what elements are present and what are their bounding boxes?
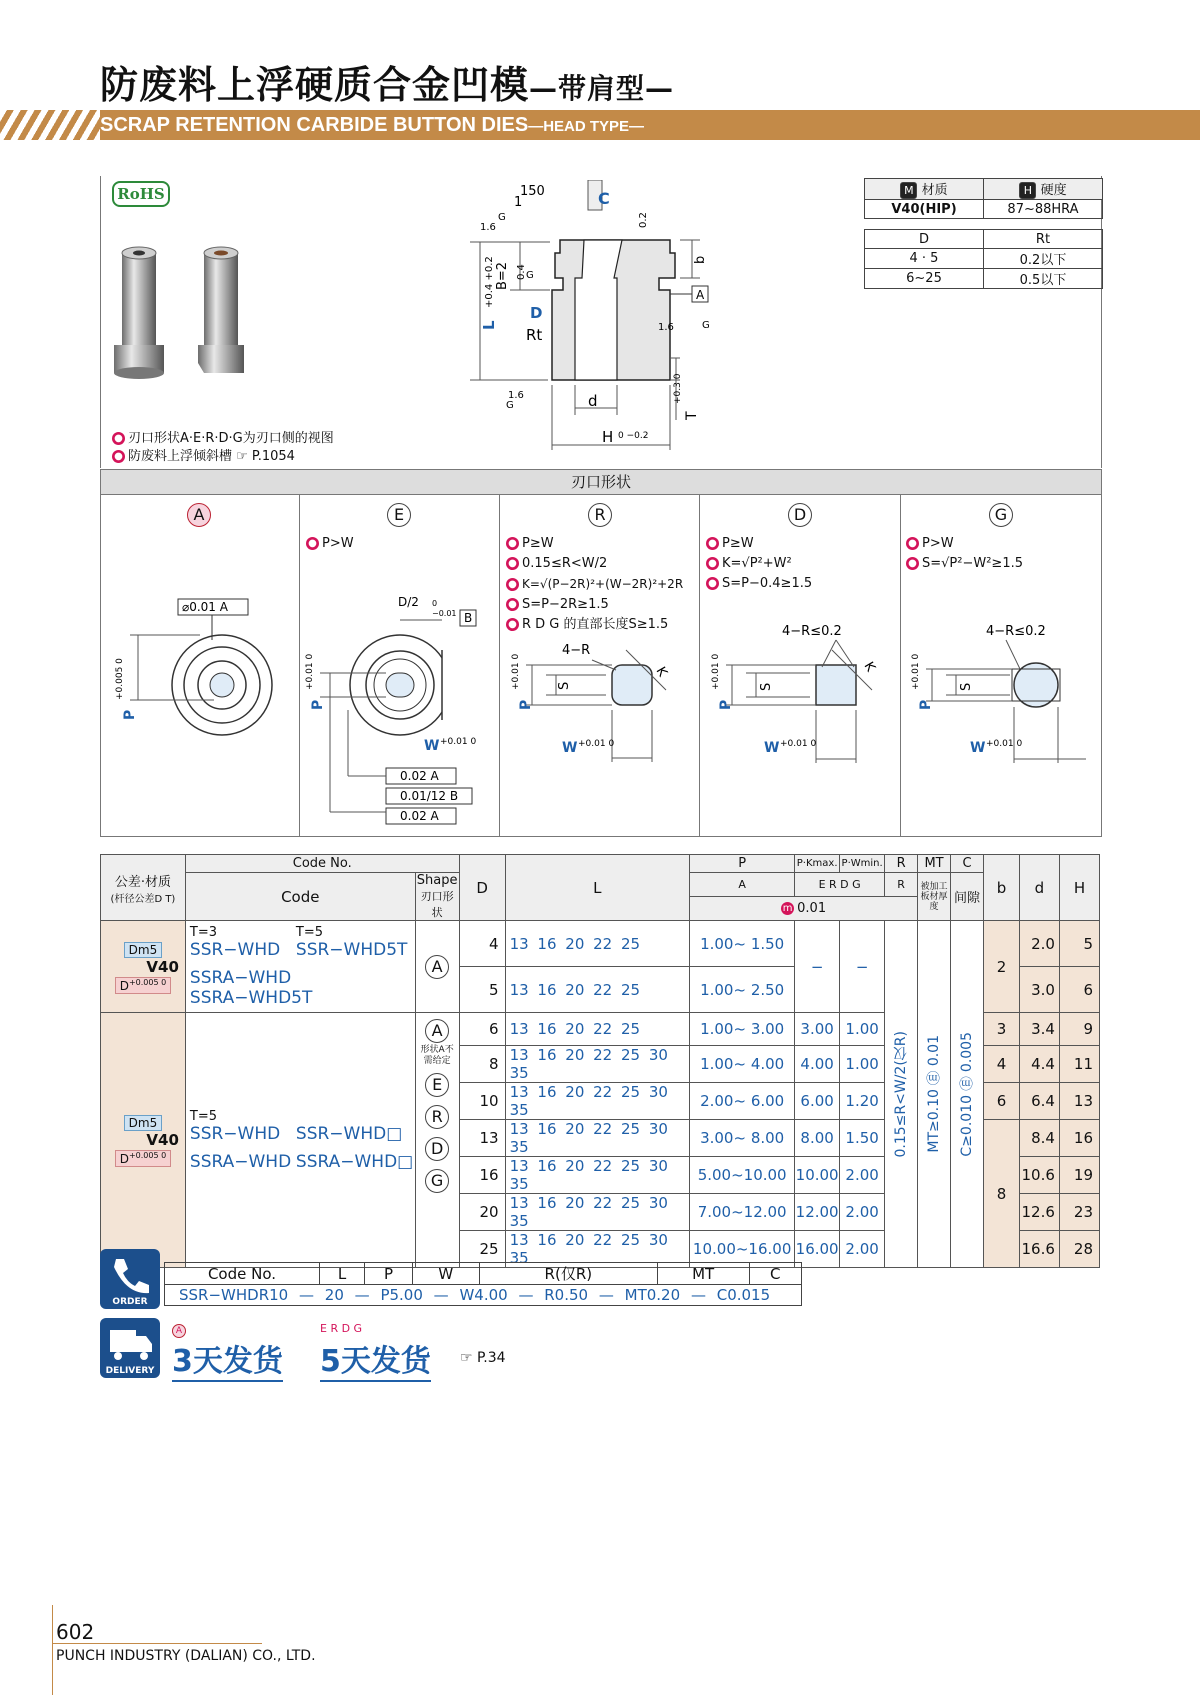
order-example: SSR−WHDR10 — 20 — P5.00 — W4.00 — R0.50 — MT0.20 — C0.015 — [165, 1285, 802, 1306]
svg-text:T: T — [684, 411, 700, 420]
shape-e-figure — [300, 590, 500, 830]
svg-text:G: G — [702, 320, 710, 331]
svg-text:+0.01 0: +0.01 0 — [780, 739, 817, 749]
cell-p: 5.00~10.00 — [690, 1157, 795, 1194]
cell-l: 13 16 20 22 25 30 35 — [505, 1194, 690, 1231]
cell-d: 4 — [459, 921, 505, 967]
shape-section-title: 刃口形状 — [100, 469, 1102, 495]
shape-r-figure — [506, 630, 696, 770]
cell-p: 7.00~12.00 — [690, 1194, 795, 1231]
svg-text:W: W — [764, 740, 780, 756]
th-c-cn: 间隙 — [951, 873, 984, 921]
svg-text:1.6: 1.6 — [480, 222, 496, 233]
th-d: D — [459, 855, 505, 921]
svg-text:⌀0.01 A: ⌀0.01 A — [182, 600, 228, 614]
svg-text:P: P — [918, 699, 934, 710]
g2-tol-mat: Dm5 V40 $D^{+0.005 0}$ — [101, 1013, 186, 1268]
svg-text:4−R: 4−R — [562, 643, 591, 658]
section-drawing — [470, 180, 740, 455]
th-c: C — [951, 855, 984, 873]
cell-pw: 2.00 — [840, 1231, 885, 1268]
shape-a-figure — [110, 590, 290, 740]
panel-divider — [699, 494, 700, 836]
delivery-icon: DELIVERY — [100, 1318, 160, 1378]
shape-label-d: D — [788, 503, 812, 527]
svg-text:L: L — [480, 320, 498, 330]
svg-text:b: b — [693, 255, 708, 264]
spec-table — [100, 854, 1100, 1268]
cell-l: 13 16 20 22 25 30 35 — [505, 1231, 690, 1268]
g1-b: 2 — [984, 921, 1020, 1013]
cell-dd: 3.4 — [1019, 1013, 1059, 1046]
svg-text:D: D — [530, 304, 543, 322]
shape-label-e: E — [387, 503, 411, 527]
th-dd: d — [1019, 855, 1059, 921]
th-p: P — [690, 855, 795, 873]
cell-d: 8 — [459, 1046, 505, 1083]
cell-l: 13 16 20 22 25 — [505, 921, 690, 967]
cell-p: 2.00~ 6.00 — [690, 1083, 795, 1120]
cell-pk: 10.00 — [795, 1157, 840, 1194]
shape-label-g: G — [989, 503, 1013, 527]
svg-text:+0.01 0: +0.01 0 — [911, 653, 921, 690]
th-r-shape: R — [885, 873, 918, 897]
cell-l: 13 16 20 22 25 30 35 — [505, 1157, 690, 1194]
cell-l: 13 16 20 22 25 30 35 — [505, 1046, 690, 1083]
th-pk: P·Kmax. — [795, 855, 840, 873]
material-table-wrap — [864, 178, 1103, 289]
shape-e-conds: ● P>W — [306, 534, 354, 554]
svg-text:A: A — [696, 288, 705, 302]
cell-pw: 1.00 — [840, 1046, 885, 1083]
cell-pw: 2.00 — [840, 1157, 885, 1194]
cell-pk: 12.00 — [795, 1194, 840, 1231]
svg-text:+0.3 0: +0.3 0 — [673, 373, 683, 404]
shape-label-r: R — [588, 503, 612, 527]
cell-d: 5 — [459, 967, 505, 1013]
cell-dd: 3.0 — [1019, 967, 1059, 1013]
th-tol-mat: 公差·材质 (杆径公差D T) — [101, 855, 186, 921]
th-b: b — [984, 855, 1020, 921]
svg-text:Rt: Rt — [526, 326, 543, 344]
cell-b: 8 — [984, 1120, 1020, 1268]
svg-text:K: K — [860, 659, 878, 675]
cell-h: 6 — [1059, 967, 1099, 1013]
cell-d: 25 — [459, 1231, 505, 1268]
cell-l: 13 16 20 22 25 — [505, 1013, 690, 1046]
svg-text:W: W — [562, 740, 578, 756]
th-mt-cn: 被加工板材厚度 — [918, 873, 951, 921]
g2-codes: T=5 SSR−WHD SSR−WHD□ SSRA−WHD SSRA−WHD□ — [185, 1013, 415, 1268]
page-number: 602 — [56, 1620, 95, 1644]
svg-text:S: S — [557, 681, 572, 690]
svg-text:C: C — [598, 189, 610, 208]
svg-text:+0.01 0: +0.01 0 — [986, 739, 1023, 749]
svg-text:H: H — [602, 428, 614, 446]
cell-h: 11 — [1059, 1046, 1099, 1083]
svg-text:d: d — [588, 392, 598, 410]
svg-text:0 −0.2: 0 −0.2 — [618, 431, 649, 441]
rohs-badge: RoHS — [112, 181, 170, 207]
note-1: ● 刃口形状A·E·R·D·G为刃口侧的视图 — [112, 427, 334, 446]
cell-b: 6 — [984, 1083, 1020, 1120]
title-band-hatch — [0, 110, 100, 140]
svg-text:0.02 A: 0.02 A — [400, 769, 439, 783]
cell-l: 13 16 20 22 25 30 35 — [505, 1120, 690, 1157]
cell-pw: 2.00 — [840, 1194, 885, 1231]
cell-h: 19 — [1059, 1157, 1099, 1194]
shape-d-conds: ● P≥W ● K=√P²+W² ● S=P−0.4≥1.5 — [706, 534, 812, 594]
svg-text:B: B — [464, 611, 473, 625]
shape-d-figure — [706, 615, 896, 770]
g1-pk: − — [795, 921, 840, 1013]
svg-text:0.02 A: 0.02 A — [400, 809, 439, 823]
cell-dd: 16.6 — [1019, 1231, 1059, 1268]
svg-text:4−R≤0.2: 4−R≤0.2 — [782, 624, 842, 639]
cell-b: 3 — [984, 1013, 1020, 1046]
cell-d: 13 — [459, 1120, 505, 1157]
svg-text:0.2: 0.2 — [638, 212, 649, 228]
svg-text:+0.01 0: +0.01 0 — [511, 653, 521, 690]
cell-p: 1.00~ 2.50 — [690, 967, 795, 1013]
svg-text:P: P — [122, 709, 138, 720]
svg-text:+0.01 0: +0.01 0 — [305, 653, 315, 690]
shape-g-conds: ● P>W ● S=√P²−W²≥1.5 — [906, 534, 1023, 574]
svg-text:−0.01: −0.01 — [432, 609, 457, 618]
delivery-ref: ☞ P.34 — [460, 1350, 506, 1366]
th-codeno: Code No. — [185, 855, 459, 873]
cell-dd: 2.0 — [1019, 921, 1059, 967]
svg-text:B=2: B=2 — [495, 261, 510, 290]
shape-r-conds: ● P≥W ● 0.15≤R<W/2 ● K=√(P−2R)²+(W−2R)²+2R ● S=P−2R≥1.5 ● R D G 的直部长度S≥1.5 — [506, 534, 683, 635]
th-r: R — [885, 855, 918, 873]
delivery-a-days: 3天发货 — [172, 1336, 283, 1382]
material-table: M 材质 H 硬度 V40(HIP) 87~88HRA — [864, 178, 1103, 219]
order-table: Code No. L P W R(仅R) MT C SSR−WHDR10 — 20 — P5.00 — W4.00 — R0.50 — MT0.20 — C0.015 — [164, 1262, 802, 1306]
svg-text:S: S — [959, 682, 974, 691]
cell-d: 6 — [459, 1013, 505, 1046]
cell-p: 10.00~16.00 — [690, 1231, 795, 1268]
page-title-en: SCRAP RETENTION CARBIDE BUTTON DIES—HEAD TYPE— — [100, 114, 645, 136]
cell-p: 1.00~ 1.50 — [690, 921, 795, 967]
cell-h: 23 — [1059, 1194, 1099, 1231]
th-h: H — [1059, 855, 1099, 921]
svg-text:P: P — [718, 699, 734, 710]
cell-d: 20 — [459, 1194, 505, 1231]
product-photo — [108, 245, 258, 385]
panel-divider — [900, 494, 901, 836]
cell-h: 16 — [1059, 1120, 1099, 1157]
th-code: Code — [185, 873, 415, 921]
note-2: ● 防废料上浮倾斜槽 ☞ P.1054 — [112, 445, 295, 464]
svg-text:+0.01 0: +0.01 0 — [578, 739, 615, 749]
cell-pk: 16.00 — [795, 1231, 840, 1268]
svg-text:0.4: 0.4 — [516, 264, 527, 280]
svg-text:W: W — [970, 740, 986, 756]
footer-line — [52, 1605, 53, 1695]
svg-text:D/2: D/2 — [398, 595, 419, 609]
page-title-cn: 防废料上浮硬质合金凹模—带肩型— — [100, 63, 675, 107]
svg-text:+0.005 0: +0.005 0 — [115, 658, 125, 700]
svg-text:1: 1 — [514, 195, 523, 210]
svg-text:G: G — [526, 270, 534, 281]
cell-dd: 6.4 — [1019, 1083, 1059, 1120]
svg-text:K: K — [652, 664, 670, 680]
cell-pw: 1.20 — [840, 1083, 885, 1120]
th-l: L — [505, 855, 690, 921]
cell-p: 1.00~ 4.00 — [690, 1046, 795, 1083]
cell-dd: 10.6 — [1019, 1157, 1059, 1194]
cell-p: 3.00~ 8.00 — [690, 1120, 795, 1157]
cell-dd: 8.4 — [1019, 1120, 1059, 1157]
rt-table: D Rt 4 · 5 0.2以下 6~25 0.5以下 — [864, 229, 1103, 289]
svg-text:4−R≤0.2: 4−R≤0.2 — [986, 624, 1046, 639]
svg-text:W: W — [424, 738, 440, 754]
cell-l: 13 16 20 22 25 — [505, 967, 690, 1013]
cell-b: 4 — [984, 1046, 1020, 1083]
mt-formula: MT≥0.10 ⓜ 0.01 — [918, 921, 951, 1268]
cell-pk: 3.00 — [795, 1013, 840, 1046]
cell-l: 13 16 20 22 25 30 35 — [505, 1083, 690, 1120]
cell-h: 13 — [1059, 1083, 1099, 1120]
svg-text:+0.01 0: +0.01 0 — [440, 737, 477, 747]
g1-codes: T=3 T=5 SSR−WHD SSR−WHD5T SSRA−WHDSSRA−WHD5T — [185, 921, 415, 1013]
th-mt: MT — [918, 855, 951, 873]
th-unit: m 0.01 — [690, 897, 918, 921]
cell-d: 16 — [459, 1157, 505, 1194]
svg-text:1.6: 1.6 — [508, 390, 524, 401]
cell-pk: 6.00 — [795, 1083, 840, 1120]
shape-g-figure — [906, 615, 1096, 770]
g1-shape: A — [415, 921, 459, 1013]
svg-text:0.01/12 B: 0.01/12 B — [400, 789, 459, 803]
cell-d: 10 — [459, 1083, 505, 1120]
delivery-erdg-tag: E R D G — [320, 1322, 363, 1335]
r-formula: 0.15≤R<W/2(仅R) — [885, 921, 918, 1268]
svg-text:P: P — [518, 699, 534, 710]
cell-h: 28 — [1059, 1231, 1099, 1268]
svg-text:+0.4 +0.2: +0.4 +0.2 — [484, 256, 495, 308]
svg-text:150: 150 — [520, 184, 545, 199]
shape-label-a: A — [187, 503, 211, 527]
cell-p: 1.00~ 3.00 — [690, 1013, 795, 1046]
svg-text:G: G — [506, 400, 514, 411]
th-p-shape: A — [690, 873, 795, 897]
cell-pk: 4.00 — [795, 1046, 840, 1083]
delivery-a-tag: A — [172, 1322, 186, 1338]
order-icon: ORDER — [100, 1249, 160, 1309]
cell-dd: 12.6 — [1019, 1194, 1059, 1231]
g2-shapes: A 形状A不需给定 E R D G — [415, 1013, 459, 1268]
g1-tol-mat: Dm5 V40 $D^{+0.005 0}$ — [101, 921, 186, 1013]
th-pw: P·Wmin. — [840, 855, 885, 873]
c-formula: C≥0.010 ⓜ 0.005 — [951, 921, 984, 1268]
svg-text:+0.01 0: +0.01 0 — [711, 653, 721, 690]
cell-h: 5 — [1059, 921, 1099, 967]
th-pk-shapes: E R D G — [795, 873, 885, 897]
cell-h: 9 — [1059, 1013, 1099, 1046]
svg-text:1.6: 1.6 — [658, 322, 674, 333]
cell-pw: 1.50 — [840, 1120, 885, 1157]
svg-text:G: G — [498, 212, 506, 223]
svg-text:S: S — [759, 682, 774, 691]
g1-pw: − — [840, 921, 885, 1013]
cell-dd: 4.4 — [1019, 1046, 1059, 1083]
delivery-erdg-days: 5天发货 — [320, 1336, 431, 1382]
cell-pk: 8.00 — [795, 1120, 840, 1157]
cell-pw: 1.00 — [840, 1013, 885, 1046]
th-shape: Shape 刃口形状 — [416, 873, 458, 919]
svg-text:0: 0 — [432, 599, 438, 608]
company-name: PUNCH INDUSTRY (DALIAN) CO., LTD. — [56, 1648, 316, 1664]
svg-text:P: P — [310, 699, 326, 710]
